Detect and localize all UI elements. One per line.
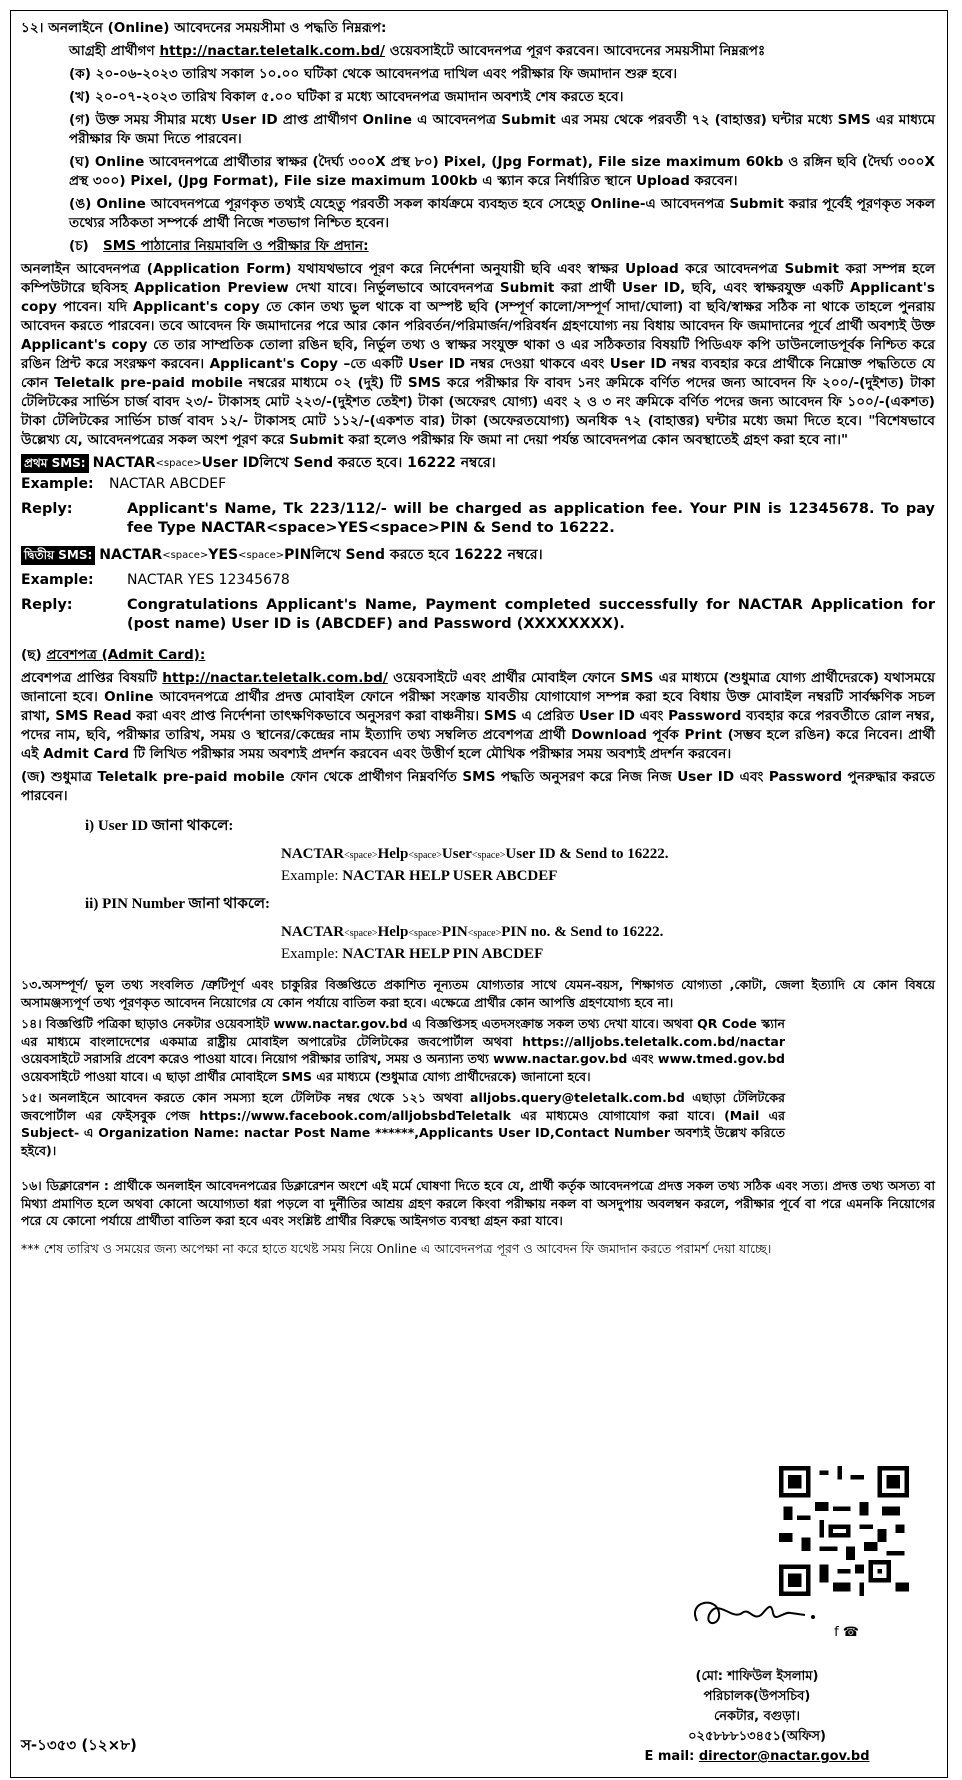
advisory-note: *** শেষ তারিখ ও সময়ের জন্য অপেক্ষা না করে হাতে যথেষ্ট সময় নিয়ে Online এ আবেদনপত্র পূরণ ও আবেদন ফি জমাদান করতে পরামর্শ দেয়া যাচ্ছে।	[21, 1240, 772, 1256]
section-12-intro: আগ্রহী প্রার্থীগণ http://nactar.teletalk.com.bd/ ওয়েবসাইটে আবেদনপত্র পূরণ করবেন। আবেদনের সময়সীমা নিম্নরূপঃ	[69, 43, 766, 59]
memo-number: স-১৩৫৩ (১২×৮)	[21, 1736, 137, 1754]
signatory-office: নেকটার, বগুড়া।	[713, 1709, 801, 1724]
first-sms-row: প্রথম SMS: NACTAR <space> User ID লিখে Send করতে হবে। 16222 নম্বরে।	[21, 454, 935, 473]
signature-scribble	[687, 1591, 827, 1635]
section-12-ka: (ক) ২০-০৬-২০২৩ তারিখ সকাল ১০.০০ ঘটিকা থেকে আবেদনপত্র দাখিল এবং পরীক্ষার ফি জমাদান শুরু হবে।	[69, 66, 678, 82]
qr-code-icon[interactable]	[779, 1466, 909, 1596]
advertisement-frame	[10, 10, 948, 1778]
facebook-messenger-icon[interactable]: f ☎	[834, 1625, 859, 1640]
first-sms-tag: প্রথম SMS:	[21, 454, 89, 473]
section-16: ১৬। ডিক্লারেশন : প্রার্থীকে অনলাইন আবেদনপত্রের ডিক্লারেশন অংশে এই মর্মে ঘোষণা দিতে হবে যে, প্রার্থী কর্তৃক আবেদনপত্রে প্রদত্ত সকল তথ্য সঠিক এবং সত্য। প্রদত্ত তথ্য অসত্য বা মিথ্যা প্রমাণিত হলে অথবা কোনো অযোগ্যতা ধরা পড়লে বা দুর্নীতির আশ্রয় গ্রহণ করলে কিংবা পরীক্ষায় নকল বা অসদুপায় অবলম্বন করলে, পরীক্ষার পূর্বে বা পরে এমনকি নিয়োগের পরে যে কোনো পর্যায়ে প্রার্থীতা বাতিল করা হবে এবং সংশ্লিষ্ট প্রার্থীর বিরুদ্ধে আইনগত ব্যবস্থা গ্রহন করা যাবে।	[21, 1178, 935, 1228]
recover-user-id: i) User ID জানা থাকলে: NACTAR<space>Help<space>User<space>User ID & Send to 16222. Example: NACTAR HELP USER ABCDEF	[85, 818, 669, 884]
first-sms-example: Example: NACTAR ABCDEF	[21, 476, 227, 492]
section-ja: (জ) শুধুমাত্র Teletalk pre-paid mobile ফোন থেকে প্রার্থীগণ নিম্নবর্ণিত SMS পদ্ধতি অনুসরণ করে নিজ নিজ User ID এবং Password পুনরুদ্ধার করতে পারবেন।	[21, 769, 935, 804]
signatory-title: পরিচালক(উপসচিব)	[703, 1689, 811, 1704]
section-12-kha: (খ) ২০-০৭-২০২৩ তারিখ বিকাল ৫.০০ ঘটিকা র মধ্যে আবেদনপত্র জমাদান অবশ্যই শেষ করতে হবে।	[69, 89, 624, 105]
section-14: ১৪। বিজ্ঞপ্তিটি পত্রিকা ছাড়াও নেকটার ওয়েবসাইট www.nactar.gov.bd এ বিজ্ঞপ্তিসহ এতদসংক্রান্ত সকল তথ্য দেখা যাবে। অথবা QR Code স্ক্যান এর মাধ্যমে বাংলাদেশের একমাত্র রাষ্ট্রীয় মোবাইল অপারেটর টেলিটকের জবপোর্টাল অথবা https://alljobs.teletalk.com.bd/nactar ওয়েবসাইটে সরাসরি প্রবেশ করেও পাওয়া যাবে। নিয়োগ পরীক্ষার তারিখ, সময় ও অন্যান্য তথ্য www.nactar.gov.bd এবং www.tmed.gov.bd ওয়েবসাইটে পাওয়া যাবে। এ ছাড়া প্রার্থীর মোবাইলে SMS এর মাধ্যমে (শুধুমাত্র যোগ্য প্রার্থীদেরকে) জানানো হবে।	[21, 1016, 785, 1084]
admit-card-link[interactable]: http://nactar.teletalk.com.bd/	[162, 670, 388, 686]
section-12-gha: (ঘ) Online আবেদনপত্রে প্রার্থীতার স্বাক্ষর (দৈর্ঘ্য ৩০০X প্রস্থ ৮০) Pixel, (Jpg Format), File size maximum 60kb ও রঙ্গিন ছবি (দৈর্ঘ্য ৩০০X প্রস্থ ৩০০) Pixel, (Jpg Format), File size maximum 100kb এ স্ক্যান করে নির্ধারিত স্থানে Upload করবেন।	[69, 154, 935, 189]
section-12-cha-heading: (চ) SMS পাঠানোর নিয়মাবলি ও পরীক্ষার ফি প্রদান:	[69, 238, 369, 254]
teletalk-link[interactable]: http://nactar.teletalk.com.bd/	[159, 43, 386, 59]
signatory-phone: ০২৫৮৮৮১৩৪৫১(অফিস)	[688, 1729, 826, 1744]
section-13: ১৩.অসম্পূর্ণ/ ভুল তথ্য সংবলিত /ত্রুটিপূর্ণ এবং চাকুরির বিজ্ঞপ্তিতে প্রকাশিত নূন্যতম যোগ্যতার সাথে যেমন-বয়স, শিক্ষাগত যোগ্যতা ,কোটা, জেলা ইত্যাদি যে কোন বিষয়ে অসামঞ্জস্যপূর্ণ তথ্য পূরণকৃত আবেদন নিয়োগের যে কোন পর্যায়ে বাতিল করা হবে। এক্ষেত্রে প্রার্থীর কোন আপত্তি গ্রহণযোগ্য হবে না।	[21, 977, 935, 1010]
recover-pin: ii) PIN Number জানা থাকলে: NACTAR<space>Help<space>PIN<space>PIN no. & Send to 16222. Example: NACTAR HELP PIN ABCDEF	[85, 896, 664, 962]
second-sms-row: দ্বিতীয় SMS: NACTAR <space> YES <space> PIN লিখে Send করতে হবে 16222 নম্বরে।	[21, 546, 935, 565]
second-sms-tag: দ্বিতীয় SMS:	[21, 546, 95, 565]
signatory-name: (মো: শাফিউল ইসলাম)	[695, 1669, 819, 1684]
section-15: ১৫। অনলাইনে আবেদন করতে কোন সমস্যা হলে টেলিটক নম্বর থেকে ১২১ অথবা alljobs.query@teletalk.com.bd এছাড়া টেলিটকের জবপোর্টাল এর ফেইসবুক পেজ https://www.facebook.com/alljobsbdTeletalk এর মাধ্যমেও যোগাযোগ করা যাবে। (Mail এর Subject- এ Organization Name: nactar Post Name ******,Applicants User ID,Contact Number অবশ্যই উল্লেখ করিতে হইবে)।	[21, 1090, 785, 1158]
section-12-umo: (ঙ) Online আবেদনপত্রে পূরণকৃত তথ্যই যেহেতু পরবর্তী সকল কার্যক্রমে ব্যবহৃত হবে সেহেতু Online-এ আবেদনপত্র Submit করার পূর্বেই পূরণকৃত সকল তথ্যের সঠিকতা সম্পর্কে প্রার্থী নিজে শতভাগ নিশ্চিত হবেন।	[69, 196, 935, 231]
signature-block	[627, 1667, 887, 1767]
sms-instructions-paragraph: অনলাইন আবেদনপত্র (Application Form) যথাযথভাবে পূরণ করে নির্দেশনা অনুযায়ী ছবি এবং স্বাক্ষর Upload করে আবেদনপত্র Submit করা সম্পন্ন হলে কম্পিউটারে ছবিসহ Application Preview দেখা যাবে। নির্ভুলভাবে আবেদনপত্র Submit করা প্রার্থী User ID, ছবি, এবং স্বাক্ষরযুক্ত একটি Applicant's copy পাবেন। যদি Applicant's copy তে কোন তথ্য ভুল থাকে বা অস্পষ্ট ছবি (সম্পূর্ণ কালো/সম্পূর্ণ সাদা/ঘোলা) বা ছবি/স্বাক্ষর সঠিক না থাকে তাহলে পুনরায় আবেদন করতে পারবেন। তবে আবেদন ফি জমাদানের পরে আর কোন পরিবর্তন/পরিমার্জন/পরিবর্ধন গ্রহণযোগ্য নয় বিধায় আবেদন ফি জমাদানের পূর্বে প্রার্থী অবশ্যই উক্ত Applicant's copy তে তার সাম্প্রতিক তোলা রঙিন ছবি, নির্ভুল তথ্য ও স্বাক্ষর সংযুক্ত থাকা ও এর সঠিকতার বিষয়টি পিডিএফ কপি ডাউনলোডপূর্বক নিশ্চিত করে রঙিন প্রিন্ট করে সংরক্ষণ করবেন। Applicant's Copy –তে একটি User ID নম্বর দেওয়া থাকবে এবং User ID নম্বর ব্যবহার করে প্রার্থীকে নিম্নোক্ত পদ্ধতিতে যে কোন Teletalk pre-paid mobile নম্বরের মাধ্যমে ০২ (দুই) টি SMS করে পরীক্ষার ফি বাবদ ১নং ক্রমিকে বর্ণিত পদের জন্য আবেদন ফি ২০০/-(দুইশত) টাকা টেলিটকের সার্ভিস চার্জ বাবদ ২৩/- টাকাসহ মোট ২২৩/-(দুইশত তেইশ) টাকা (অফেরৎ যোগ্য) এবং ২ ও ৩ নং ক্রমিকে বর্ণিত পদের জন্য আবেদন ফি ১০০/-(একশত) টাকা টেলিটকের সার্ভিস চার্জ বাবদ ১২/- টাকাসহ মোট ১১২/-(একশত বার) টাকা (অফেরতযোগ্য) অনধিক ৭২ (বাহাত্তর) ঘন্টার মধ্যে জমা দিতে হবে। "বিশেষভাবে উল্লেখ্য যে, আবেদনপত্রের সকল অংশ পূরণ করে Submit করা হলেও পরীক্ষার ফি জমা না দেয়া পর্যন্ত আবেদনপত্র কোন অবস্থাতেই গ্রহণ করা হবে না।"	[21, 261, 935, 448]
first-sms-reply: Reply: Applicant's Name, Tk 223/112/- will be charged as application fee. Your PIN is 12345678. To pay fee Type NACTAR<space>YES<space>PIN & Send to 16222.	[21, 501, 935, 536]
section-12-heading: ১২। অনলাইনে (Online) আবেদনের সময়সীমা ও পদ্ধতি নিম্নরূপ:	[21, 20, 387, 36]
signatory-email: E mail: director@nactar.gov.bd	[644, 1749, 870, 1764]
second-sms-reply: Reply: Congratulations Applicant's Name, Payment completed successfully for NACTAR Application for (post name) User ID is (ABCDEF) and Password (XXXXXXXX).	[21, 597, 935, 632]
admit-card-heading: (ছ) প্রবেশপত্র (Admit Card):	[21, 647, 206, 663]
admit-card-paragraph: প্রবেশপত্র প্রাপ্তির বিষয়টি http://nactar.teletalk.com.bd/ ওয়েবসাইটে এবং প্রার্থীর মোবাইল ফোনে SMS এর মাধ্যমে (শুধুমাত্র যোগ্য প্রার্থীদেরকে) যথাসময়ে জানানো হবে। Online আবেদনপত্রে প্রার্থীর প্রদত্ত মোবাইল ফোনে পরীক্ষা সংক্রান্ত যাবতীয় যোগাযোগ সম্পন্ন করা হবে বিধায় উক্ত মোবাইল নম্বরটি সার্বক্ষণিক সচল রাখা, SMS Read করা এবং প্রাপ্ত নির্দেশনা তাৎক্ষণিকভাবে অনুসরণ করা বাঞ্চনীয়। SMS এ প্রেরিত User ID এবং Password ব্যবহার করে পরবর্তীতে রোল নম্বর, পদের নাম, ছবি, পরীক্ষার তারিখ, সময় ও স্থানের/কেন্দ্রের নাম ইত্যাদি তথ্য সম্বলিত প্রবেশপত্র প্রার্থী Download পূর্বক Print (সম্ভব হলে রঙিন) করে নিবেন। প্রার্থী এই Admit Card টি লিখিত পরীক্ষার সময় অবশ্যই প্রদর্শন করবেন এবং উত্তীর্ণ হলে মৌখিক পরীক্ষার সময় অবশ্যই প্রদর্শন করবেন।	[21, 670, 935, 762]
section-12-ga: (গ) উক্ত সময় সীমার মধ্যে User ID প্রাপ্ত প্রার্থীগণ Online এ আবেদনপত্র Submit এর সময় থেকে পরবর্তী ৭২ (বাহাত্তর) ঘন্টার মধ্যে SMS এর মাধ্যমে পরীক্ষার ফি জমা দিতে পারবেন।	[69, 112, 935, 147]
second-sms-example: Example: NACTAR YES 12345678	[21, 572, 290, 588]
email-link[interactable]: director@nactar.gov.bd	[698, 1749, 870, 1764]
